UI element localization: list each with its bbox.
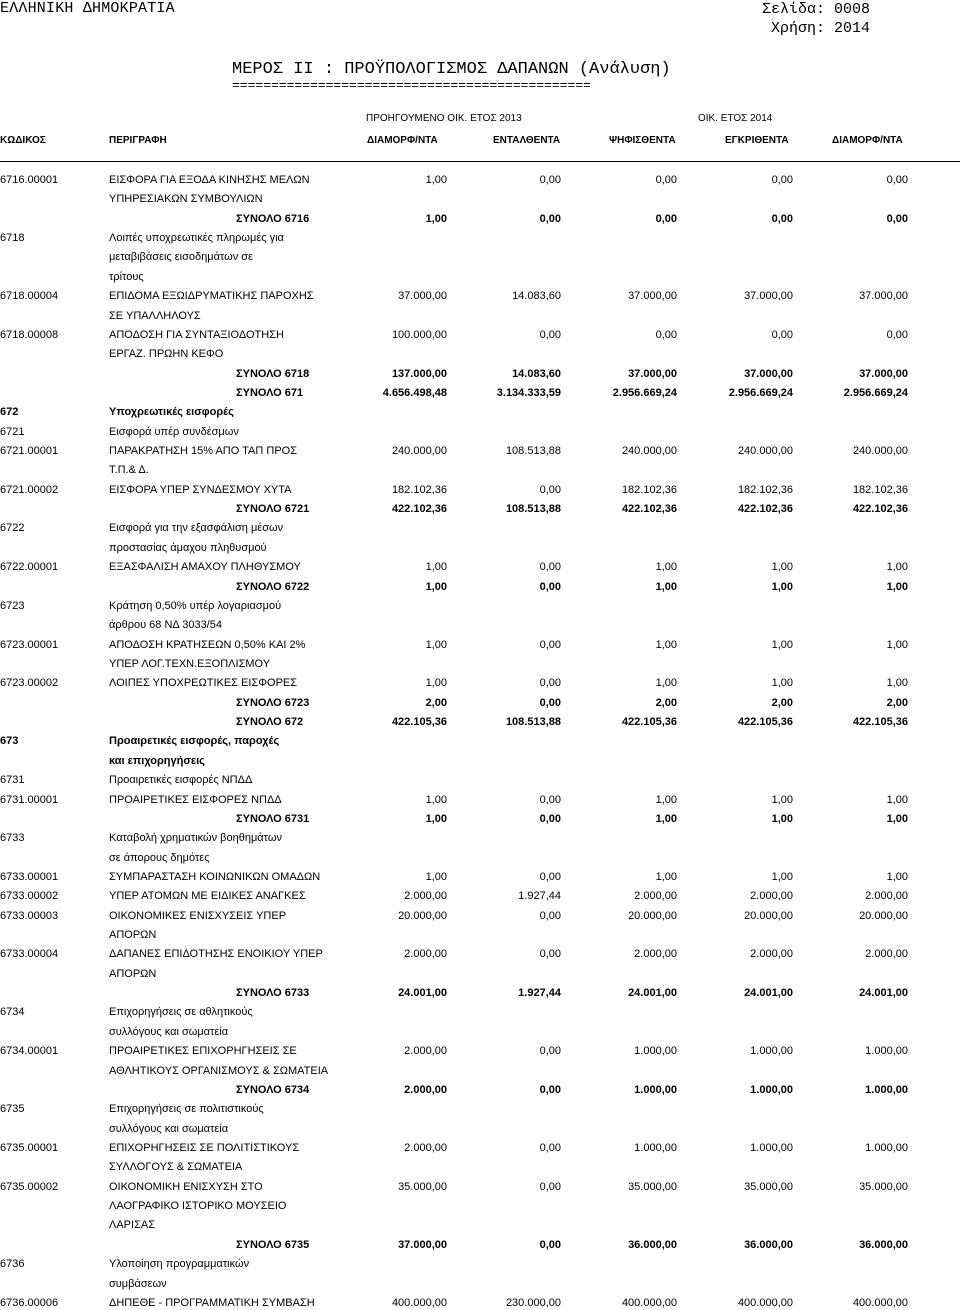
amount-cell: 2.000,00 (404, 1045, 447, 1057)
row-description: ΑΠΟΔΟΣΗ ΚΡΑΤΗΣΕΩΝ 0,50% ΚΑΙ 2% (109, 639, 306, 651)
amount-cell: 182.102,36 (852, 484, 908, 496)
row-code: 6733.00004 (0, 948, 59, 960)
amount-cell: 37.000,00 (859, 290, 908, 302)
row-total-label: ΣΥΝΟΛΟ 672 (236, 716, 304, 728)
amount-cell: 400.000,00 (737, 1297, 793, 1309)
amount-cell: 182.102,36 (391, 484, 447, 496)
amount-cell: 422.102,36 (852, 503, 908, 515)
amount-cell: 240.000,00 (737, 445, 793, 457)
row-code: 6723 (0, 600, 25, 612)
row-code: 6723.00002 (0, 677, 59, 689)
amount-cell: 422.102,36 (391, 503, 447, 515)
amount-cell: 14.083,60 (512, 290, 561, 302)
row-code: 6718.00008 (0, 329, 59, 341)
row-description: Υποχρεωτικές εισφορές (109, 406, 234, 418)
row-total-label: ΣΥΝΟΛΟ 6735 (236, 1239, 310, 1251)
row-code: 6722 (0, 522, 25, 534)
amount-cell: 2.000,00 (865, 948, 908, 960)
row-total-label: ΣΥΝΟΛΟ 6722 (236, 581, 310, 593)
amount-cell: 0,00 (539, 1045, 561, 1057)
header-divider (0, 161, 960, 162)
amount-cell: 1.000,00 (750, 1084, 793, 1096)
amount-cell: 2,00 (655, 697, 677, 709)
amount-cell: 0,00 (886, 213, 908, 225)
amount-cell: 0,00 (539, 813, 561, 825)
row-description: συλλόγους και σωματεία (109, 1026, 229, 1038)
row-description: Επιχορηγήσεις σε αθλητικούς (109, 1006, 253, 1018)
row-description: Υλοποίηση προγραμματικών (109, 1258, 250, 1270)
amount-cell: 35.000,00 (628, 1181, 677, 1193)
amount-cell: 1,00 (771, 639, 793, 651)
amount-cell: 1,00 (886, 581, 908, 593)
row-code: 6733.00002 (0, 890, 59, 902)
amount-cell: 0,00 (539, 1239, 561, 1251)
amount-cell: 0,00 (539, 677, 561, 689)
amount-cell: 0,00 (539, 213, 561, 225)
amount-cell: 1,00 (886, 871, 908, 883)
amount-cell: 2.000,00 (634, 890, 677, 902)
col-header-prev-formed: ΔΙΑΜΟΡΦ/ΝΤΑ (367, 135, 438, 146)
row-description: άρθρου 68 ΝΔ 3033/54 (109, 619, 222, 631)
amount-cell: 1.000,00 (634, 1084, 677, 1096)
row-description: ΕΙΣΦΟΡΑ ΓΙΑ ΕΞΟΔΑ ΚΙΝΗΣΗΣ ΜΕΛΩΝ (109, 174, 310, 186)
row-description: ΛΟΙΠΕΣ ΥΠΟΧΡΕΩΤΙΚΕΣ ΕΙΣΦΟΡΕΣ (109, 677, 298, 689)
amount-cell: 0,00 (539, 1181, 561, 1193)
amount-cell: 0,00 (539, 1084, 561, 1096)
page-info (762, 0, 870, 38)
title-underline: ============================================== (232, 79, 591, 92)
amount-cell: 37.000,00 (744, 368, 793, 380)
amount-cell: 24.001,00 (628, 987, 677, 999)
amount-cell: 0,00 (655, 329, 677, 341)
row-description: ΑΠΟΡΩΝ (109, 968, 157, 980)
row-description: Καταβολή χρηματικών βοηθημάτων (109, 832, 282, 844)
amount-cell: 20.000,00 (859, 910, 908, 922)
page-title: ΜΕΡΟΣ ΙΙ : ΠΡΟΫΠΟΛΟΓΙΣΜΟΣ ΔΑΠΑΝΩΝ (Ανάλυση) (232, 60, 671, 79)
amount-cell: 20.000,00 (744, 910, 793, 922)
amount-cell: 36.000,00 (744, 1239, 793, 1251)
row-description: ΥΠΗΡΕΣΙΑΚΩΝ ΣΥΜΒΟΥΛΙΩΝ (109, 193, 263, 205)
amount-cell: 37.000,00 (628, 290, 677, 302)
amount-cell: 1,00 (655, 813, 677, 825)
row-description: ΔΑΠΑΝΕΣ ΕΠΙΔΟΤΗΣΗΣ ΕΝΟΙΚΙΟΥ ΥΠΕΡ (109, 948, 323, 960)
amount-cell: 2.956.669,24 (612, 387, 677, 399)
row-code: 6718 (0, 232, 25, 244)
amount-cell: 24.001,00 (398, 987, 447, 999)
row-code: 6735 (0, 1103, 25, 1115)
amount-cell: 37.000,00 (628, 368, 677, 380)
col-header-ordered: ΕΝΤΑΛΘΕΝΤΑ (493, 135, 561, 146)
amount-cell: 1.000,00 (634, 1142, 677, 1154)
row-description: Προαιρετικές εισφορές ΝΠΔΔ (109, 774, 253, 786)
amount-cell: 2.000,00 (404, 890, 447, 902)
amount-cell: 3.134.333,59 (496, 387, 561, 399)
row-description: ΕΠΙΧΟΡΗΓΗΣΕΙΣ ΣΕ ΠΟΛΙΤΙΣΤΙΚΟΥΣ (109, 1142, 300, 1154)
row-description: ΟΙΚΟΝΟΜΙΚΕΣ ΕΝΙΣΧΥΣΕΙΣ ΥΠΕΡ (109, 910, 287, 922)
amount-cell: 2,00 (886, 697, 908, 709)
row-code: 6718.00004 (0, 290, 59, 302)
row-description: Προαιρετικές εισφορές, παροχές (109, 735, 280, 747)
country-header: ΕΛΛΗΝΙΚΗ ΔΗΜΟΚΡΑΤΙΑ (0, 0, 175, 17)
amount-cell: 182.102,36 (621, 484, 677, 496)
amount-cell: 0,00 (539, 581, 561, 593)
amount-cell: 240.000,00 (852, 445, 908, 457)
amount-cell: 1,00 (425, 871, 447, 883)
row-code: 672 (0, 406, 19, 418)
amount-cell: 182.102,36 (737, 484, 793, 496)
amount-cell: 2.956.669,24 (843, 387, 908, 399)
current-year-header: ΟΙΚ. ΕΤΟΣ 2014 (698, 113, 773, 124)
row-total-label: ΣΥΝΟΛΟ 6718 (236, 368, 310, 380)
amount-cell: 1,00 (771, 581, 793, 593)
amount-cell: 1,00 (655, 871, 677, 883)
amount-cell: 1,00 (771, 561, 793, 573)
row-code: 6721.00002 (0, 484, 59, 496)
row-code: 6722.00001 (0, 561, 59, 573)
row-description: Λοιπές υποχρεωτικές πληρωμές για (109, 232, 284, 244)
row-total-label: ΣΥΝΟΛΟ 6723 (236, 697, 310, 709)
amount-cell: 0,00 (655, 174, 677, 186)
amount-cell: 0,00 (539, 174, 561, 186)
row-description: σε άπορους δημότες (109, 852, 210, 864)
amount-cell: 1,00 (655, 581, 677, 593)
amount-cell: 0,00 (539, 561, 561, 573)
amount-cell: 37.000,00 (744, 290, 793, 302)
row-code: 6721 (0, 426, 25, 438)
amount-cell: 35.000,00 (744, 1181, 793, 1193)
amount-cell: 422.102,36 (737, 503, 793, 515)
col-header-cur-formed: ΔΙΑΜΟΡΦ/ΝΤΑ (832, 135, 903, 146)
row-total-label: ΣΥΝΟΛΟ 6716 (236, 213, 310, 225)
row-code: 6723.00001 (0, 639, 59, 651)
col-header-code: ΚΩΔΙΚΟΣ (0, 135, 46, 146)
amount-cell: 2.000,00 (865, 890, 908, 902)
amount-cell: 2.956.669,24 (728, 387, 793, 399)
amount-cell: 1,00 (771, 794, 793, 806)
amount-cell: 240.000,00 (621, 445, 677, 457)
amount-cell: 4.656.498,48 (382, 387, 447, 399)
col-header-approved: ΕΓΚΡΙΘΕΝΤΑ (725, 135, 789, 146)
row-description: μεταβιβάσεις εισοδημάτων σε (109, 251, 253, 263)
row-description: Εισφορά υπέρ συνδέσμων (109, 426, 239, 438)
amount-cell: 37.000,00 (859, 368, 908, 380)
row-description: ΣΥΛΛΟΓΟΥΣ & ΣΩΜΑΤΕΙΑ (109, 1161, 243, 1173)
row-description: Κράτηση 0,50% υπέρ λογαριασμού (109, 600, 282, 612)
amount-cell: 14.083,60 (512, 368, 561, 380)
row-code: 6734.00001 (0, 1045, 59, 1057)
amount-cell: 422.105,36 (852, 716, 908, 728)
amount-cell: 400.000,00 (621, 1297, 677, 1309)
amount-cell: 0,00 (539, 329, 561, 341)
row-code: 6716.00001 (0, 174, 59, 186)
amount-cell: 1,00 (771, 871, 793, 883)
amount-cell: 2,00 (425, 697, 447, 709)
amount-cell: 0,00 (771, 213, 793, 225)
amount-cell: 2.000,00 (750, 948, 793, 960)
amount-cell: 0,00 (539, 697, 561, 709)
row-description: ΛΑΟΓΡΑΦΙΚΟ ΙΣΤΟΡΙΚΟ ΜΟΥΣΕΙΟ (109, 1200, 287, 1212)
row-description: Εισφορά για την εξασφάλιση μέσων (109, 522, 284, 534)
row-total-label: ΣΥΝΟΛΟ 6731 (236, 813, 310, 825)
row-code: 673 (0, 735, 19, 747)
amount-cell: 1,00 (886, 813, 908, 825)
row-description: ΔΗΠΕΘΕ - ΠΡΟΓΡΑΜΜΑΤΙΚΗ ΣΥΜΒΑΣΗ (109, 1297, 315, 1309)
amount-cell: 1,00 (425, 813, 447, 825)
row-code: 6735.00001 (0, 1142, 59, 1154)
amount-cell: 0,00 (539, 794, 561, 806)
amount-cell: 1,00 (886, 794, 908, 806)
amount-cell: 400.000,00 (852, 1297, 908, 1309)
row-code: 6733.00001 (0, 871, 59, 883)
row-description: ΕΠΙΔΟΜΑ ΕΞΩΙΔΡΥΜΑΤΙΚΗΣ ΠΑΡΟΧΗΣ (109, 290, 314, 302)
row-code: 6736 (0, 1258, 25, 1270)
amount-cell: 24.001,00 (744, 987, 793, 999)
amount-cell: 1,00 (425, 677, 447, 689)
amount-cell: 0,00 (539, 948, 561, 960)
amount-cell: 37.000,00 (398, 1239, 447, 1251)
amount-cell: 1,00 (425, 639, 447, 651)
amount-cell: 1,00 (425, 213, 447, 225)
col-header-description: ΠΕΡΙΓΡΑΦΗ (109, 135, 167, 146)
page-number: Σελίδα: 0008 (761, 1, 870, 18)
row-description: ΠΡΟΑΙΡΕΤΙΚΕΣ ΕΙΣΦΟΡΕΣ ΝΠΔΔ (109, 794, 282, 806)
row-code: 6734 (0, 1006, 25, 1018)
amount-cell: 1.927,44 (518, 890, 561, 902)
amount-cell: 1,00 (655, 639, 677, 651)
amount-cell: 1.000,00 (865, 1084, 908, 1096)
amount-cell: 37.000,00 (398, 290, 447, 302)
row-code: 6731.00001 (0, 794, 59, 806)
row-description: συλλόγους και σωματεία (109, 1123, 229, 1135)
amount-cell: 1,00 (771, 813, 793, 825)
row-description: Επιχορηγήσεις σε πολιτιστικούς (109, 1103, 264, 1115)
amount-cell: 35.000,00 (859, 1181, 908, 1193)
row-code: 6736.00006 (0, 1297, 59, 1309)
row-description: ΣΥΜΠΑΡΑΣΤΑΣΗ ΚΟΙΝΩΝΙΚΩΝ ΟΜΑΔΩΝ (109, 871, 321, 883)
amount-cell: 0,00 (771, 174, 793, 186)
amount-cell: 1,00 (655, 561, 677, 573)
amount-cell: 1,00 (425, 561, 447, 573)
amount-cell: 0,00 (539, 910, 561, 922)
row-description: ΕΡΓΑΖ. ΠΡΩΗΝ ΚΕΦΟ (109, 348, 224, 360)
amount-cell: 422.105,36 (737, 716, 793, 728)
row-description: ΥΠΕΡ ΑΤΟΜΩΝ ΜΕ ΕΙΔΙΚΕΣ ΑΝΑΓΚΕΣ (109, 890, 306, 902)
fiscal-year: Χρήση: 2014 (770, 20, 870, 37)
amount-cell: 1.000,00 (634, 1045, 677, 1057)
amount-cell: 0,00 (771, 329, 793, 341)
amount-cell: 422.105,36 (621, 716, 677, 728)
amount-cell: 0,00 (539, 871, 561, 883)
row-description: ΕΞΑΣΦΑΛΙΣΗ ΑΜΑΧΟΥ ΠΛΗΘΥΣΜΟΥ (109, 561, 301, 573)
amount-cell: 0,00 (539, 484, 561, 496)
row-description: και επιχορηγήσεις (109, 755, 205, 767)
amount-cell: 1.927,44 (518, 987, 561, 999)
amount-cell: 2.000,00 (404, 948, 447, 960)
amount-cell: 0,00 (886, 329, 908, 341)
row-description: Τ.Π.& Δ. (109, 464, 149, 476)
col-header-voted: ΨΗΦΙΣΘΕΝΤΑ (609, 135, 676, 146)
amount-cell: 1,00 (886, 639, 908, 651)
row-code: 6731 (0, 774, 25, 786)
amount-cell: 137.000,00 (391, 368, 447, 380)
amount-cell: 230.000,00 (505, 1297, 561, 1309)
row-description: ΠΑΡΑΚΡΑΤΗΣΗ 15% ΑΠΟ ΤΑΠ ΠΡΟΣ (109, 445, 298, 457)
amount-cell: 1.000,00 (865, 1045, 908, 1057)
row-total-label: ΣΥΝΟΛΟ 671 (236, 387, 304, 399)
amount-cell: 422.105,36 (391, 716, 447, 728)
amount-cell: 1,00 (886, 677, 908, 689)
amount-cell: 108.513,88 (505, 445, 561, 457)
amount-cell: 20.000,00 (628, 910, 677, 922)
row-description: ΑΠΟΔΟΣΗ ΓΙΑ ΣΥΝΤΑΞΙΟΔΟΤΗΣΗ (109, 329, 284, 341)
amount-cell: 108.513,88 (505, 503, 561, 515)
amount-cell: 0,00 (539, 1142, 561, 1154)
prev-year-header: ΠΡΟΗΓΟΥΜΕΝΟ ΟΙΚ. ΕΤΟΣ 2013 (366, 113, 522, 124)
row-description: ΟΙΚΟΝΟΜΙΚΗ ΕΝΙΣΧΥΣΗ ΣΤΟ (109, 1181, 263, 1193)
row-total-label: ΣΥΝΟΛΟ 6733 (236, 987, 310, 999)
amount-cell: 1,00 (655, 794, 677, 806)
amount-cell: 422.102,36 (621, 503, 677, 515)
row-total-label: ΣΥΝΟΛΟ 6734 (236, 1084, 310, 1096)
amount-cell: 36.000,00 (628, 1239, 677, 1251)
amount-cell: 2.000,00 (750, 890, 793, 902)
amount-cell: 36.000,00 (859, 1239, 908, 1251)
amount-cell: 1,00 (425, 174, 447, 186)
row-description: ΕΙΣΦΟΡΑ ΥΠΕΡ ΣΥΝΔΕΣΜΟΥ ΧΥΤΑ (109, 484, 292, 496)
amount-cell: 1,00 (425, 794, 447, 806)
amount-cell: 240.000,00 (391, 445, 447, 457)
amount-cell: 0,00 (655, 213, 677, 225)
row-description: ΥΠΕΡ ΛΟΓ.ΤΕΧΝ.ΕΞΟΠΛΙΣΜΟΥ (109, 658, 271, 670)
amount-cell: 108.513,88 (505, 716, 561, 728)
row-description: προστασίας άμαχου πληθυσμού (109, 542, 267, 554)
row-code: 6721.00001 (0, 445, 59, 457)
amount-cell: 1,00 (886, 561, 908, 573)
amount-cell: 400.000,00 (391, 1297, 447, 1309)
amount-cell: 2.000,00 (404, 1084, 447, 1096)
row-description: ΑΠΟΡΩΝ (109, 929, 157, 941)
amount-cell: 0,00 (886, 174, 908, 186)
row-description: συμβάσεων (109, 1278, 167, 1290)
amount-cell: 2.000,00 (634, 948, 677, 960)
row-total-label: ΣΥΝΟΛΟ 6721 (236, 503, 310, 515)
row-description: ΠΡΟΑΙΡΕΤΙΚΕΣ ΕΠΙΧΟΡΗΓΗΣΕΙΣ ΣΕ (109, 1045, 297, 1057)
amount-cell: 1.000,00 (750, 1045, 793, 1057)
amount-cell: 100.000,00 (391, 329, 447, 341)
amount-cell: 2,00 (771, 697, 793, 709)
row-code: 6735.00002 (0, 1181, 59, 1193)
amount-cell: 1,00 (425, 581, 447, 593)
row-code: 6733 (0, 832, 25, 844)
row-description: ΛΑΡΙΣΑΣ (109, 1219, 156, 1231)
amount-cell: 0,00 (539, 639, 561, 651)
amount-cell: 35.000,00 (398, 1181, 447, 1193)
row-description: ΑΘΛΗΤΙΚΟΥΣ ΟΡΓΑΝΙΣΜΟΥΣ & ΣΩΜΑΤΕΙΑ (109, 1065, 329, 1077)
row-code: 6733.00003 (0, 910, 59, 922)
row-description: τρίτους (109, 271, 144, 283)
amount-cell: 2.000,00 (404, 1142, 447, 1154)
row-description: ΣΕ ΥΠΑΛΛΗΛΟΥΣ (109, 310, 201, 322)
amount-cell: 1.000,00 (750, 1142, 793, 1154)
amount-cell: 20.000,00 (398, 910, 447, 922)
amount-cell: 1,00 (771, 677, 793, 689)
amount-cell: 24.001,00 (859, 987, 908, 999)
amount-cell: 1.000,00 (865, 1142, 908, 1154)
amount-cell: 1,00 (655, 677, 677, 689)
